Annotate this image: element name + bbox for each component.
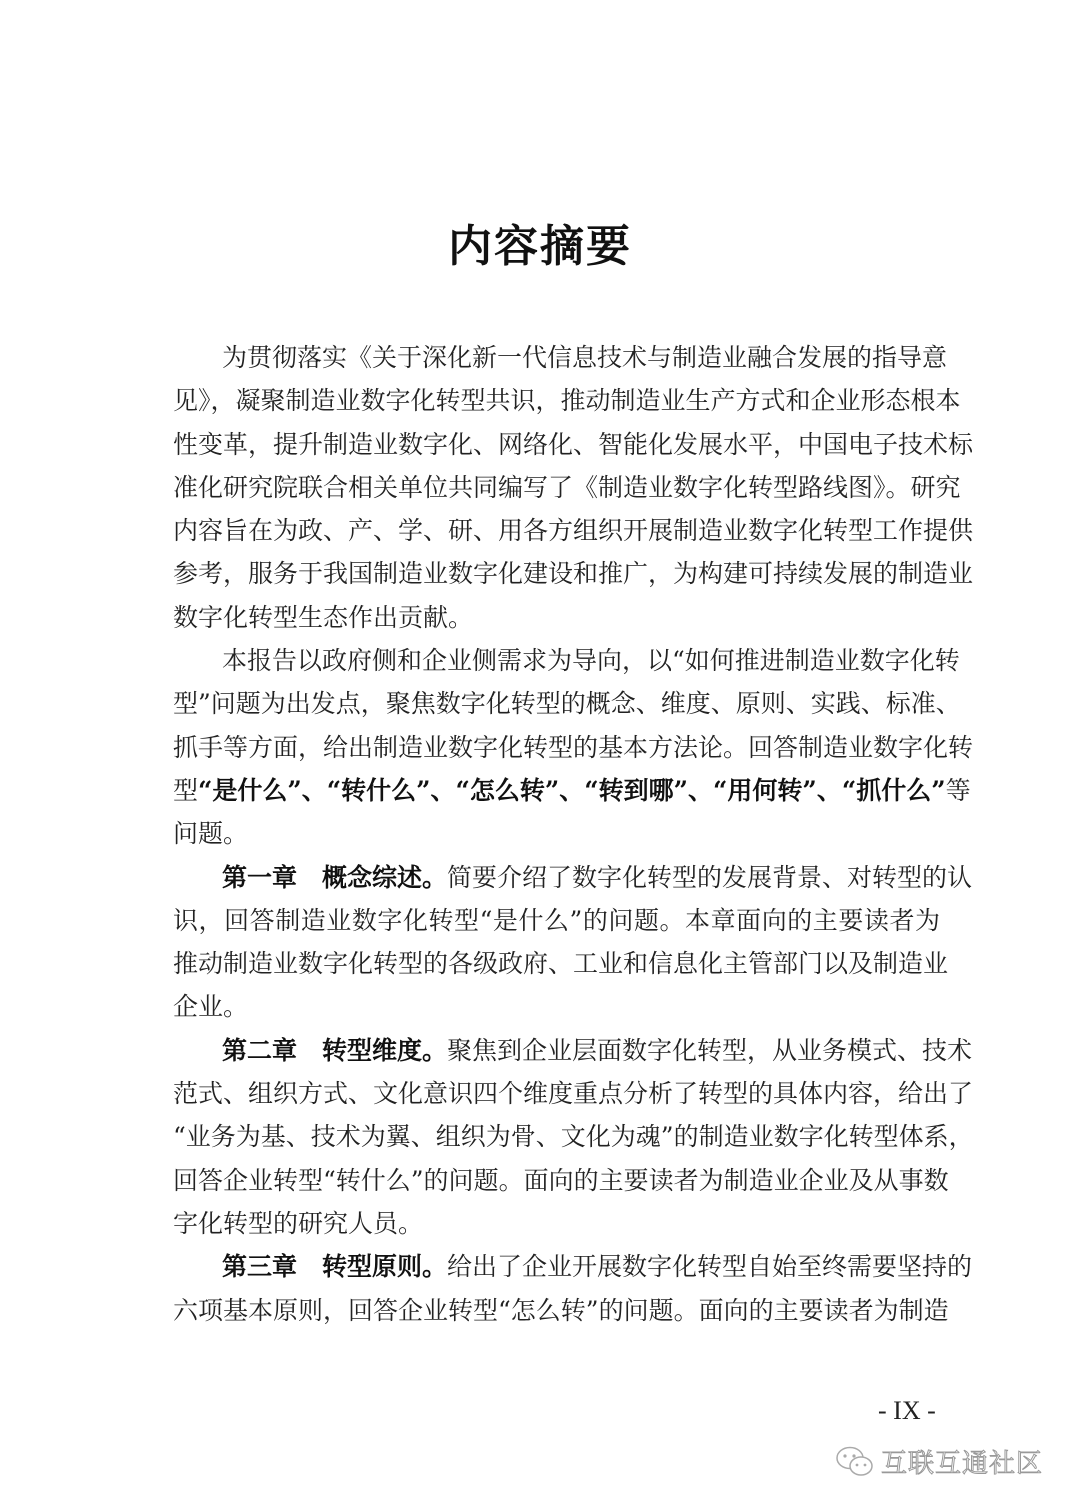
text-run: 性变革，提升制造业数字化、网络化、智能化发展水平，中国电子技术标 — [173, 429, 974, 459]
text-run: 准化研究院联合相关单位共同编写了《制造业数字化转型路线图》。研究 — [173, 472, 961, 502]
watermark-text: 互联互通社区 — [881, 1449, 1044, 1479]
text-run: 见》，凝聚制造业数字化转型共识，推动制造业生产方式和企业形态根本 — [173, 386, 961, 416]
text-run: 参考，服务于我国制造业数字化建设和推广，为构建可持续发展的制造业 — [173, 559, 974, 589]
wechat-icon — [835, 1445, 875, 1479]
bold-text: 第二章 转型维度。 — [222, 1035, 448, 1065]
text-run: 型 — [173, 775, 199, 805]
text-run: 字化转型的研究人员。 — [173, 1208, 424, 1238]
text-line — [173, 596, 940, 639]
text-line — [173, 1159, 949, 1202]
watermark — [835, 1443, 1043, 1480]
text-line — [173, 812, 940, 855]
text-line — [173, 423, 974, 466]
text-line — [173, 1245, 973, 1288]
text-line — [173, 1072, 974, 1115]
text-line — [173, 639, 960, 682]
page-number: - IX - — [878, 1396, 936, 1425]
abstract-body — [173, 336, 974, 1332]
text-line — [173, 682, 961, 725]
bold-text: 第一章 概念综述。 — [222, 862, 448, 892]
text-run: 范式、组织方式、文化意识四个维度重点分析了转型的具体内容，给出了 — [173, 1079, 974, 1109]
text-run: “业务为基、技术为翼、组织为骨、文化为魂”的制造业数字化转型体系， — [173, 1122, 974, 1152]
text-line — [173, 726, 974, 769]
text-run: 本报告以政府侧和企业侧需求为导向，以“如何推进制造业数字化转 — [222, 646, 960, 676]
text-line — [173, 899, 940, 942]
text-run: 推动制造业数字化转型的各级政府、工业和信息化主管部门以及制造业 — [173, 949, 949, 979]
text-line — [173, 769, 971, 812]
text-run: 内容旨在为政、产、学、研、用各方组织开展制造业数字化转型工作提供 — [173, 516, 974, 546]
text-line — [173, 1202, 940, 1245]
text-run: 型”问题为出发点，聚焦数字化转型的概念、维度、原则、实践、标准、 — [173, 689, 961, 719]
text-run: 六项基本原则，回答企业转型“怎么转”的问题。面向的主要读者为制造 — [173, 1295, 949, 1325]
text-line — [173, 379, 961, 422]
text-run: 识，回答制造业数字化转型“是什么”的问题。本章面向的主要读者为 — [173, 905, 940, 935]
text-run: 数字化转型生态作出贡献。 — [173, 602, 474, 632]
text-line — [173, 336, 948, 379]
text-run: 为贯彻落实《关于深化新一代信息技术与制造业融合发展的指导意 — [222, 343, 948, 372]
text-line — [173, 1289, 949, 1332]
text-run: 回答企业转型“转什么”的问题。面向的主要读者为制造业企业及从事数 — [173, 1165, 949, 1195]
text-run: 企业。 — [173, 992, 249, 1022]
text-line — [173, 1115, 974, 1158]
bold-text: 第三章 转型原则。 — [222, 1252, 448, 1282]
text-run: 聚焦到企业层面数字化转型，从业务模式、技术 — [447, 1035, 973, 1065]
text-run: 问题。 — [173, 819, 249, 849]
text-run: 给出了企业开展数字化转型自始至终需要坚持的 — [447, 1252, 973, 1282]
text-line — [173, 942, 949, 985]
text-run: 等 — [945, 775, 971, 805]
text-line — [173, 856, 973, 899]
text-line — [173, 552, 974, 595]
bold-text: “是什么”、“转什么”、“怎么转”、“转到哪”、“用何转”、“抓什么” — [198, 775, 946, 805]
text-line — [173, 466, 961, 509]
text-run: 抓手等方面，给出制造业数字化转型的基本方法论。回答制造业数字化转 — [173, 732, 974, 762]
text-run: 简要介绍了数字化转型的发展背景、对转型的认 — [447, 862, 973, 892]
text-line — [173, 509, 974, 552]
page-title: 内容摘要 — [448, 221, 632, 272]
text-line — [173, 985, 940, 1028]
text-line — [173, 1029, 973, 1072]
